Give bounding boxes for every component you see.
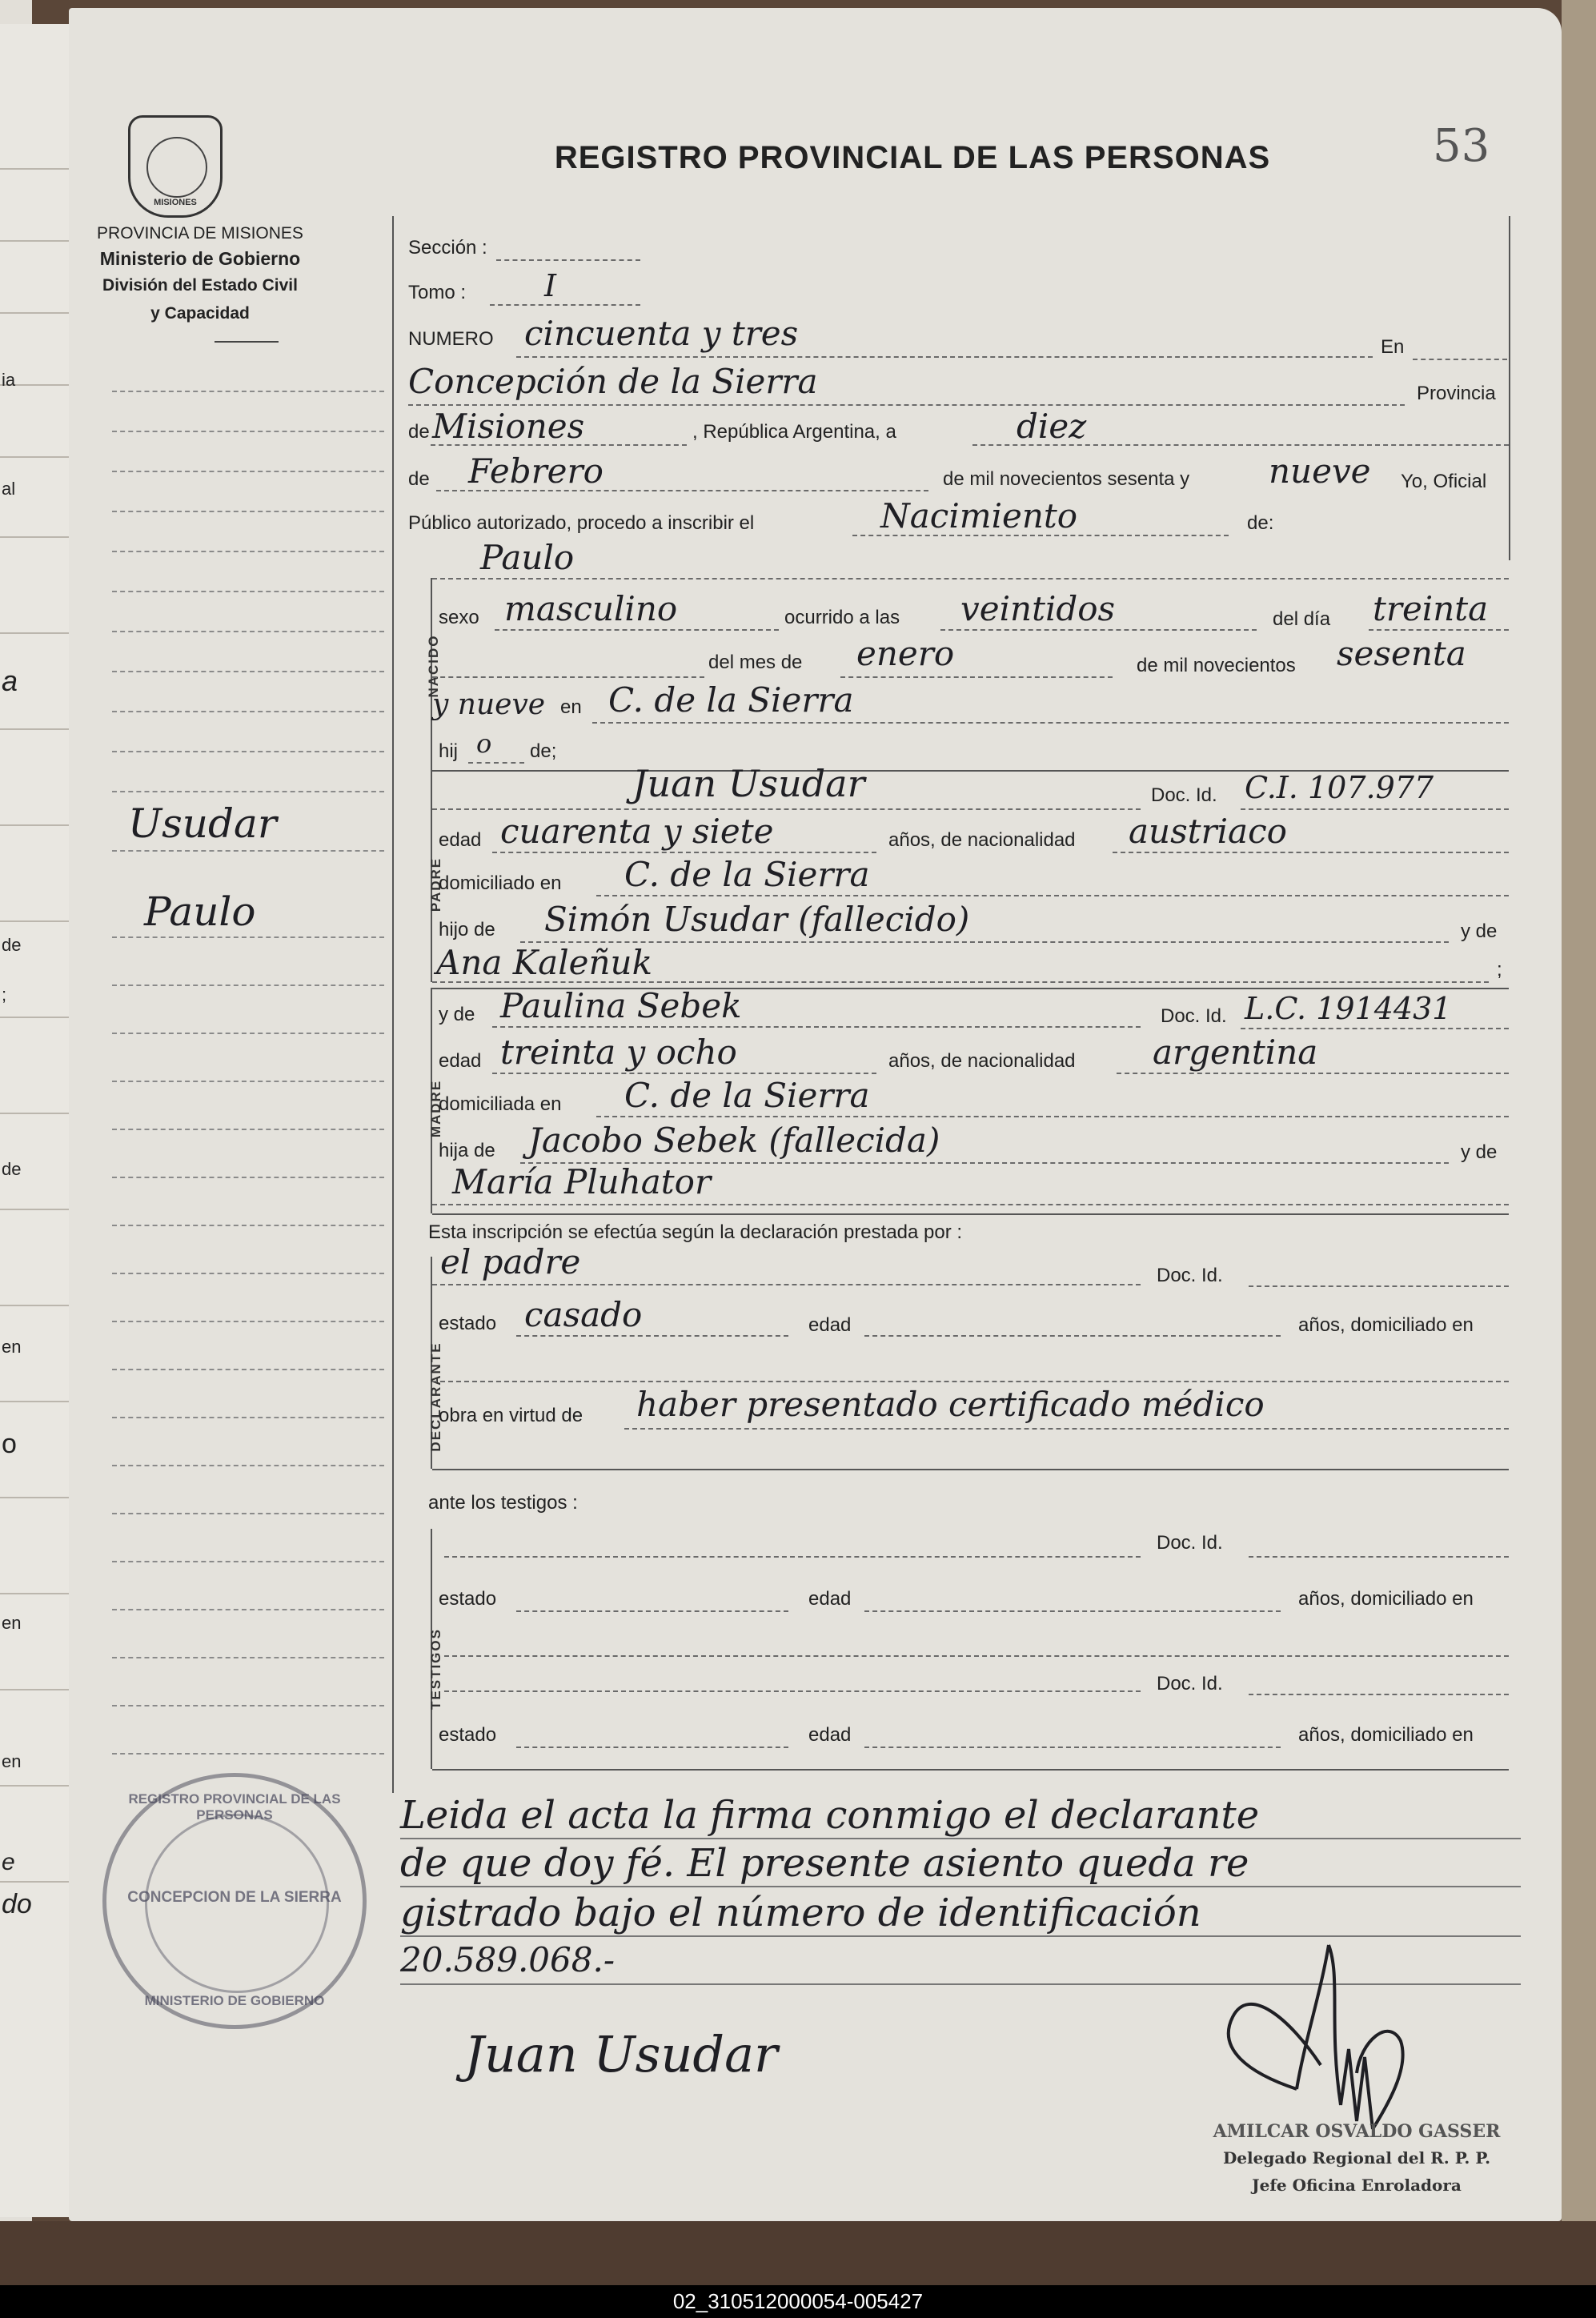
de-label: de	[408, 421, 430, 443]
page-number: 53	[1433, 120, 1490, 172]
anio2-value: y nueve	[432, 688, 546, 721]
dia-value: treinta	[1373, 589, 1489, 628]
prev-page-fragment: do	[2, 1889, 32, 1919]
padre-edad-value: cuarenta y siete	[500, 812, 774, 851]
anio-value: sesenta	[1337, 634, 1466, 673]
stamp-middle-text: CONCEPCION DE LA SIERRA	[127, 1889, 342, 1906]
madre-nac-value: argentina	[1153, 1033, 1318, 1072]
madre-yde2-label: y de	[1461, 1141, 1498, 1163]
declarante-obra-value: haber presentado certificado médico	[636, 1385, 1265, 1424]
padre-nac-value: austriaco	[1129, 812, 1287, 851]
prev-page-fragment: ia	[2, 370, 16, 390]
dia-label: del día	[1273, 608, 1331, 630]
prev-page-fragment: o	[2, 1429, 17, 1459]
en-label: En	[1381, 336, 1405, 358]
de-colon-label: de:	[1247, 512, 1274, 534]
place-value: Concepción de la Sierra	[408, 362, 818, 401]
testigos-intro: ante los testigos :	[428, 1492, 578, 1514]
padre-doc-value: C.I. 107.977	[1245, 770, 1434, 805]
madre-hija-value: Jacobo Sebek (fallecida)	[528, 1121, 940, 1160]
padre-nombre-value: Juan Usudar	[632, 762, 865, 805]
seccion-label: Sección :	[408, 237, 487, 259]
tomo-value: I	[544, 268, 557, 303]
padre-dom-label: domiciliado en	[439, 872, 562, 894]
declarante-nombre-value: el padre	[440, 1242, 581, 1281]
madre-edad-label: edad	[439, 1050, 482, 1072]
coat-of-arms-icon	[128, 115, 223, 218]
madre-yde-label: y de	[439, 1004, 475, 1025]
stamp-top-text: REGISTRO PROVINCIAL DE LAS PERSONAS	[128, 1791, 341, 1823]
ministry-name: Ministerio de Gobierno	[99, 248, 301, 269]
declarant-signature: Juan Usudar	[464, 2025, 778, 2083]
previous-page-edge	[0, 24, 71, 2217]
padre-hijo-value: Simón Usudar (fallecido)	[544, 900, 970, 939]
year-value: nueve	[1269, 451, 1371, 491]
prev-page-fragment: en	[2, 1751, 22, 1771]
nombre-value: Paulo	[480, 538, 575, 577]
official-name: AMILCAR OSVALDO GASSER	[1213, 2121, 1501, 2142]
padre-madre-value: Ana Kaleñuk	[436, 943, 653, 982]
padre-yde-label: y de	[1461, 920, 1498, 942]
testigo2-edad-label: edad	[808, 1724, 852, 1746]
hijo-label: hij	[439, 740, 459, 762]
section-declarante: DECLARANTE	[428, 1341, 443, 1452]
section-testigos: TESTIGOS	[428, 1628, 443, 1710]
madre-edad-value: treinta y ocho	[500, 1033, 737, 1072]
province-name: PROVINCIA DE MISIONES	[97, 224, 303, 243]
madre-nac-label: años, de nacionalidad	[888, 1050, 1076, 1072]
registry-seal-icon	[102, 1773, 367, 2029]
en-lugar-label: en	[560, 696, 582, 718]
padre-nac-label: años, de nacionalidad	[888, 829, 1076, 851]
year-label: de mil novecientos sesenta y	[943, 468, 1190, 490]
stamp-bottom-text: MINISTERIO DE GOBIERNO	[144, 1993, 325, 2008]
madre-hija-label: hija de	[439, 1140, 495, 1161]
testigo1-doc-label: Doc. Id.	[1157, 1532, 1223, 1554]
closing-line-4: 20.589.068.-	[400, 1940, 616, 1979]
sexo-label: sexo	[439, 607, 479, 628]
official-role: Delegado Regional del R. P. P.	[1222, 2148, 1491, 2168]
publico-label: Público autorizado, procedo a inscribir el	[408, 512, 755, 534]
crest-label: MISIONES	[154, 198, 197, 207]
declarante-doc-label: Doc. Id.	[1157, 1265, 1223, 1286]
madre-doc-label: Doc. Id.	[1161, 1005, 1227, 1027]
padre-semicolon: ;	[1497, 959, 1502, 981]
testigo2-estado-label: estado	[439, 1724, 497, 1746]
prev-page-fragment: e	[2, 1849, 15, 1875]
oficial-label: Yo, Oficial	[1401, 471, 1487, 492]
provincia-value: Misiones	[432, 407, 585, 446]
provincia-label: Provincia	[1417, 383, 1496, 404]
tomo-label: Tomo :	[408, 282, 467, 303]
padre-doc-label: Doc. Id.	[1151, 784, 1217, 806]
official-office: Jefe Oficina Enroladora	[1252, 2176, 1462, 2195]
madre-doc-value: L.C. 1914431	[1245, 991, 1452, 1026]
declaracion-intro: Esta inscripción se efectúa según la declaración prestada por :	[428, 1221, 963, 1243]
day-value: diez	[1017, 407, 1087, 446]
prev-page-fragment: de	[2, 1159, 22, 1179]
padre-edad-label: edad	[439, 829, 482, 851]
hijo-de-label: de;	[530, 740, 557, 762]
hijo-value: o	[476, 728, 492, 759]
declarante-edad-label: edad	[808, 1314, 852, 1336]
madre-dom-label: domiciliada en	[439, 1093, 562, 1115]
official-signature-icon	[1201, 1929, 1441, 2137]
prev-page-fragment: en	[2, 1337, 22, 1357]
section-nacido: NACIDO	[426, 634, 441, 698]
division-name: División del Estado Civil	[102, 276, 298, 295]
scan-file-code: 02_310512000054-005427	[0, 2285, 1596, 2318]
prev-page-fragment: a	[2, 664, 18, 697]
testigo2-dom-label: años, domiciliado en	[1298, 1724, 1474, 1746]
declarante-obra-label: obra en virtud de	[439, 1405, 583, 1426]
margin-surname: Usudar	[128, 800, 277, 847]
numero-label: NUMERO	[408, 328, 494, 350]
prev-page-fragment: en	[2, 1613, 22, 1633]
madre-dom-value: C. de la Sierra	[624, 1076, 870, 1115]
acto-value: Nacimiento	[880, 496, 1078, 535]
declarante-dom-label: años, domiciliado en	[1298, 1314, 1474, 1336]
testigo1-estado-label: estado	[439, 1588, 497, 1610]
prev-page-fragment: ;	[2, 985, 7, 1005]
closing-line-3: gistrado bajo el número de identificación	[400, 1891, 1201, 1935]
prev-page-fragment: al	[2, 479, 16, 499]
division-subtitle: y Capacidad	[150, 304, 250, 323]
testigo1-dom-label: años, domiciliado en	[1298, 1588, 1474, 1610]
prev-page-fragment: de	[2, 935, 22, 955]
mes-label: del mes de	[708, 652, 803, 673]
madre-madre-value: María Pluhator	[452, 1162, 712, 1201]
madre-nombre-value: Paulina Sebek	[500, 986, 742, 1025]
republica-label: , República Argentina, a	[692, 421, 896, 443]
month-value: Febrero	[468, 451, 604, 491]
de2-label: de	[408, 468, 430, 490]
lugar-value: C. de la Sierra	[608, 680, 854, 720]
page-title: REGISTRO PROVINCIAL DE LAS PERSONAS	[554, 140, 1271, 175]
book-right-edge	[1562, 0, 1596, 2241]
closing-line-1: Leida el acta la firma conmigo el declarante	[400, 1793, 1260, 1838]
declarante-estado-value: casado	[524, 1295, 643, 1334]
hora-value: veintidos	[960, 589, 1116, 628]
testigo1-edad-label: edad	[808, 1588, 852, 1610]
testigo2-doc-label: Doc. Id.	[1157, 1673, 1223, 1694]
mil-label: de mil novecientos	[1137, 655, 1296, 676]
closing-line-2: de que doy fé. El presente asiento queda re	[400, 1841, 1249, 1886]
declarante-estado-label: estado	[439, 1313, 497, 1334]
section-madre: MADRE	[428, 1079, 443, 1138]
mes-value: enero	[856, 634, 955, 673]
padre-hijo-label: hijo de	[439, 919, 495, 940]
numero-value: cincuenta y tres	[524, 314, 799, 353]
section-padre: PADRE	[428, 856, 443, 912]
ocurrido-label: ocurrido a las	[784, 607, 900, 628]
padre-dom-value: C. de la Sierra	[624, 855, 870, 894]
margin-given-name: Paulo	[144, 888, 256, 935]
sexo-value: masculino	[504, 589, 678, 628]
